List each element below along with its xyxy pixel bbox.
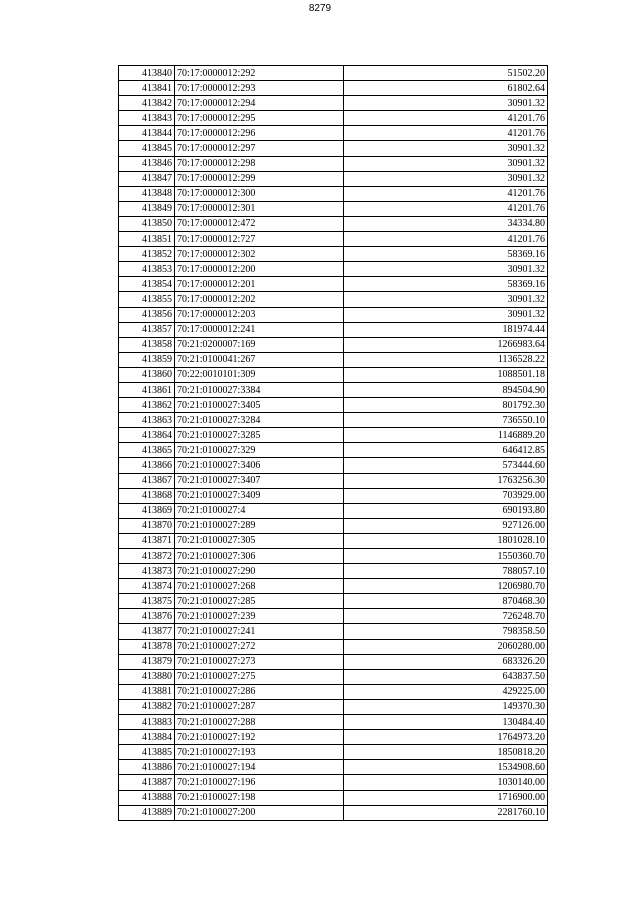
table-row	[119, 790, 548, 805]
row-number-cell: 413869	[119, 503, 175, 518]
table-row	[119, 760, 548, 775]
page-number: 8279	[308, 3, 332, 14]
value-cell: 927126.00	[344, 518, 548, 533]
value-cell: 30901.32	[344, 262, 548, 277]
cadastral-number-cell: 70:21:0100041:267	[175, 352, 344, 367]
value-cell: 34334.80	[344, 216, 548, 231]
value-cell: 58369.16	[344, 247, 548, 262]
value-cell: 1088501.18	[344, 367, 548, 382]
value-cell: 181974.44	[344, 322, 548, 337]
value-cell: 30901.32	[344, 307, 548, 322]
cadastral-number-cell: 70:21:0100027:3407	[175, 473, 344, 488]
table-row	[119, 337, 548, 352]
cadastral-number-cell: 70:17:0000012:241	[175, 322, 344, 337]
cadastral-number-cell: 70:21:0100027:289	[175, 518, 344, 533]
table-row	[119, 398, 548, 413]
row-number-cell: 413865	[119, 443, 175, 458]
cadastral-number-cell: 70:21:0100027:329	[175, 443, 344, 458]
table-row	[119, 639, 548, 654]
value-cell: 130484.40	[344, 715, 548, 730]
cadastral-number-cell: 70:22:0010101:309	[175, 367, 344, 382]
cadastral-number-cell: 70:21:0100027:3384	[175, 382, 344, 397]
value-cell: 1266983.64	[344, 337, 548, 352]
value-cell: 41201.76	[344, 111, 548, 126]
value-cell: 1801028.10	[344, 533, 548, 548]
row-number-cell: 413877	[119, 624, 175, 639]
value-cell: 58369.16	[344, 277, 548, 292]
table-row	[119, 549, 548, 564]
table-row	[119, 413, 548, 428]
row-number-cell: 413878	[119, 639, 175, 654]
cadastral-number-cell: 70:17:0000012:300	[175, 186, 344, 201]
cadastral-number-cell: 70:17:0000012:294	[175, 96, 344, 111]
value-cell: 1716900.00	[344, 790, 548, 805]
row-number-cell: 413851	[119, 232, 175, 247]
cadastral-number-cell: 70:21:0100027:287	[175, 699, 344, 714]
row-number-cell: 413863	[119, 413, 175, 428]
value-cell: 61802.64	[344, 81, 548, 96]
row-number-cell: 413860	[119, 367, 175, 382]
table-row	[119, 216, 548, 231]
value-cell: 1534908.60	[344, 760, 548, 775]
cadastral-number-cell: 70:17:0000012:203	[175, 307, 344, 322]
table-row	[119, 186, 548, 201]
value-cell: 1850818.20	[344, 745, 548, 760]
cadastral-number-cell: 70:17:0000012:302	[175, 247, 344, 262]
row-number-cell: 413846	[119, 156, 175, 171]
value-cell: 30901.32	[344, 141, 548, 156]
row-number-cell: 413875	[119, 594, 175, 609]
value-cell: 801792.30	[344, 398, 548, 413]
row-number-cell: 413840	[119, 66, 175, 81]
row-number-cell: 413876	[119, 609, 175, 624]
row-number-cell: 413870	[119, 518, 175, 533]
row-number-cell: 413858	[119, 337, 175, 352]
table-row	[119, 247, 548, 262]
row-number-cell: 413852	[119, 247, 175, 262]
row-number-cell: 413867	[119, 473, 175, 488]
row-number-cell: 413850	[119, 216, 175, 231]
table-row	[119, 609, 548, 624]
value-cell: 1146889.20	[344, 428, 548, 443]
row-number-cell: 413854	[119, 277, 175, 292]
row-number-cell: 413853	[119, 262, 175, 277]
table-row	[119, 367, 548, 382]
table-row	[119, 579, 548, 594]
cadastral-number-cell: 70:21:0100027:272	[175, 639, 344, 654]
value-cell: 643837.50	[344, 669, 548, 684]
row-number-cell: 413885	[119, 745, 175, 760]
table-row	[119, 669, 548, 684]
row-number-cell: 413845	[119, 141, 175, 156]
row-number-cell: 413874	[119, 579, 175, 594]
table-row	[119, 805, 548, 820]
cadastral-number-cell: 70:17:0000012:298	[175, 156, 344, 171]
table-row	[119, 624, 548, 639]
cadastral-number-cell: 70:21:0100027:194	[175, 760, 344, 775]
row-number-cell: 413844	[119, 126, 175, 141]
cadastral-number-cell: 70:21:0100027:200	[175, 805, 344, 820]
value-cell: 1763256.30	[344, 473, 548, 488]
cadastral-number-cell: 70:21:0100027:198	[175, 790, 344, 805]
value-cell: 788057.10	[344, 564, 548, 579]
cadastral-number-cell: 70:21:0100027:305	[175, 533, 344, 548]
row-number-cell: 413848	[119, 186, 175, 201]
cadastral-number-cell: 70:17:0000012:296	[175, 126, 344, 141]
cadastral-number-cell: 70:21:0100027:241	[175, 624, 344, 639]
row-number-cell: 413887	[119, 775, 175, 790]
value-cell: 30901.32	[344, 171, 548, 186]
row-number-cell: 413889	[119, 805, 175, 820]
table-row	[119, 322, 548, 337]
table-row	[119, 171, 548, 186]
value-cell: 646412.85	[344, 443, 548, 458]
cadastral-number-cell: 70:17:0000012:727	[175, 232, 344, 247]
cadastral-number-cell: 70:21:0100027:3406	[175, 458, 344, 473]
table-row	[119, 382, 548, 397]
row-number-cell: 413856	[119, 307, 175, 322]
value-cell: 2060280.00	[344, 639, 548, 654]
row-number-cell: 413886	[119, 760, 175, 775]
table-row	[119, 533, 548, 548]
cadastral-number-cell: 70:21:0100027:4	[175, 503, 344, 518]
value-cell: 30901.32	[344, 292, 548, 307]
value-cell: 690193.80	[344, 503, 548, 518]
value-cell: 429225.00	[344, 684, 548, 699]
value-cell: 1764973.20	[344, 730, 548, 745]
cadastral-number-cell: 70:17:0000012:201	[175, 277, 344, 292]
value-cell: 870468.30	[344, 594, 548, 609]
table-row	[119, 201, 548, 216]
table-row	[119, 745, 548, 760]
row-number-cell: 413841	[119, 81, 175, 96]
table-row	[119, 66, 548, 81]
row-number-cell: 413872	[119, 549, 175, 564]
cadastral-number-cell: 70:21:0100027:273	[175, 654, 344, 669]
cadastral-number-cell: 70:21:0100027:193	[175, 745, 344, 760]
value-cell: 726248.70	[344, 609, 548, 624]
value-cell: 683326.20	[344, 654, 548, 669]
cadastral-number-cell: 70:21:0100027:192	[175, 730, 344, 745]
row-number-cell: 413884	[119, 730, 175, 745]
value-cell: 51502.20	[344, 66, 548, 81]
table-row	[119, 307, 548, 322]
value-cell: 1136528.22	[344, 352, 548, 367]
row-number-cell: 413873	[119, 564, 175, 579]
value-cell: 41201.76	[344, 201, 548, 216]
cadastral-number-cell: 70:21:0100027:239	[175, 609, 344, 624]
cadastral-number-cell: 70:21:0100027:275	[175, 669, 344, 684]
row-number-cell: 413862	[119, 398, 175, 413]
value-cell: 41201.76	[344, 232, 548, 247]
value-cell: 30901.32	[344, 156, 548, 171]
value-cell: 798358.50	[344, 624, 548, 639]
table-row	[119, 352, 548, 367]
row-number-cell: 413857	[119, 322, 175, 337]
value-cell: 1206980.70	[344, 579, 548, 594]
cadastral-number-cell: 70:17:0000012:202	[175, 292, 344, 307]
value-cell: 573444.60	[344, 458, 548, 473]
cadastral-number-cell: 70:21:0100027:290	[175, 564, 344, 579]
cadastral-number-cell: 70:21:0100027:3285	[175, 428, 344, 443]
cadastral-number-cell: 70:17:0000012:295	[175, 111, 344, 126]
cadastral-number-cell: 70:21:0200007:169	[175, 337, 344, 352]
row-number-cell: 413888	[119, 790, 175, 805]
cadastral-number-cell: 70:21:0100027:3409	[175, 488, 344, 503]
value-cell: 736550.10	[344, 413, 548, 428]
row-number-cell: 413871	[119, 533, 175, 548]
row-number-cell: 413883	[119, 715, 175, 730]
value-cell: 1550360.70	[344, 549, 548, 564]
cadastral-number-cell: 70:17:0000012:293	[175, 81, 344, 96]
table-row	[119, 232, 548, 247]
cadastral-number-cell: 70:21:0100027:286	[175, 684, 344, 699]
table-row	[119, 141, 548, 156]
table-row	[119, 96, 548, 111]
table-row	[119, 473, 548, 488]
value-cell: 30901.32	[344, 96, 548, 111]
cadastral-number-cell: 70:17:0000012:200	[175, 262, 344, 277]
table-row	[119, 503, 548, 518]
table-row	[119, 292, 548, 307]
table-row	[119, 428, 548, 443]
cadastral-number-cell: 70:21:0100027:196	[175, 775, 344, 790]
table-row	[119, 730, 548, 745]
row-number-cell: 413847	[119, 171, 175, 186]
table-row	[119, 594, 548, 609]
row-number-cell: 413864	[119, 428, 175, 443]
table-row	[119, 81, 548, 96]
table-row	[119, 458, 548, 473]
value-cell: 1030140.00	[344, 775, 548, 790]
table-row	[119, 775, 548, 790]
row-number-cell: 413880	[119, 669, 175, 684]
row-number-cell: 413843	[119, 111, 175, 126]
row-number-cell: 413868	[119, 488, 175, 503]
table-row	[119, 111, 548, 126]
table-row	[119, 518, 548, 533]
cadastral-number-cell: 70:21:0100027:285	[175, 594, 344, 609]
row-number-cell: 413879	[119, 654, 175, 669]
table-row	[119, 156, 548, 171]
cadastral-number-cell: 70:17:0000012:299	[175, 171, 344, 186]
cadastral-number-cell: 70:21:0100027:3405	[175, 398, 344, 413]
value-cell: 894504.90	[344, 382, 548, 397]
cadastral-number-cell: 70:17:0000012:297	[175, 141, 344, 156]
row-number-cell: 413859	[119, 352, 175, 367]
value-cell: 149370.30	[344, 699, 548, 714]
value-cell: 703929.00	[344, 488, 548, 503]
data-table	[118, 65, 548, 821]
row-number-cell: 413866	[119, 458, 175, 473]
row-number-cell: 413855	[119, 292, 175, 307]
table-row	[119, 564, 548, 579]
row-number-cell: 413882	[119, 699, 175, 714]
table-body	[119, 66, 548, 821]
cadastral-number-cell: 70:17:0000012:472	[175, 216, 344, 231]
row-number-cell: 413881	[119, 684, 175, 699]
table-row	[119, 699, 548, 714]
table-row	[119, 262, 548, 277]
table-row	[119, 715, 548, 730]
table-row	[119, 126, 548, 141]
value-cell: 2281760.10	[344, 805, 548, 820]
table-row	[119, 488, 548, 503]
value-cell: 41201.76	[344, 126, 548, 141]
table-row	[119, 684, 548, 699]
row-number-cell: 413842	[119, 96, 175, 111]
table-row	[119, 654, 548, 669]
table-row	[119, 277, 548, 292]
row-number-cell: 413861	[119, 382, 175, 397]
cadastral-number-cell: 70:21:0100027:288	[175, 715, 344, 730]
value-cell: 41201.76	[344, 186, 548, 201]
cadastral-number-cell: 70:21:0100027:306	[175, 549, 344, 564]
table-row	[119, 443, 548, 458]
cadastral-number-cell: 70:21:0100027:3284	[175, 413, 344, 428]
cadastral-number-cell: 70:21:0100027:268	[175, 579, 344, 594]
row-number-cell: 413849	[119, 201, 175, 216]
cadastral-number-cell: 70:17:0000012:301	[175, 201, 344, 216]
cadastral-number-cell: 70:17:0000012:292	[175, 66, 344, 81]
